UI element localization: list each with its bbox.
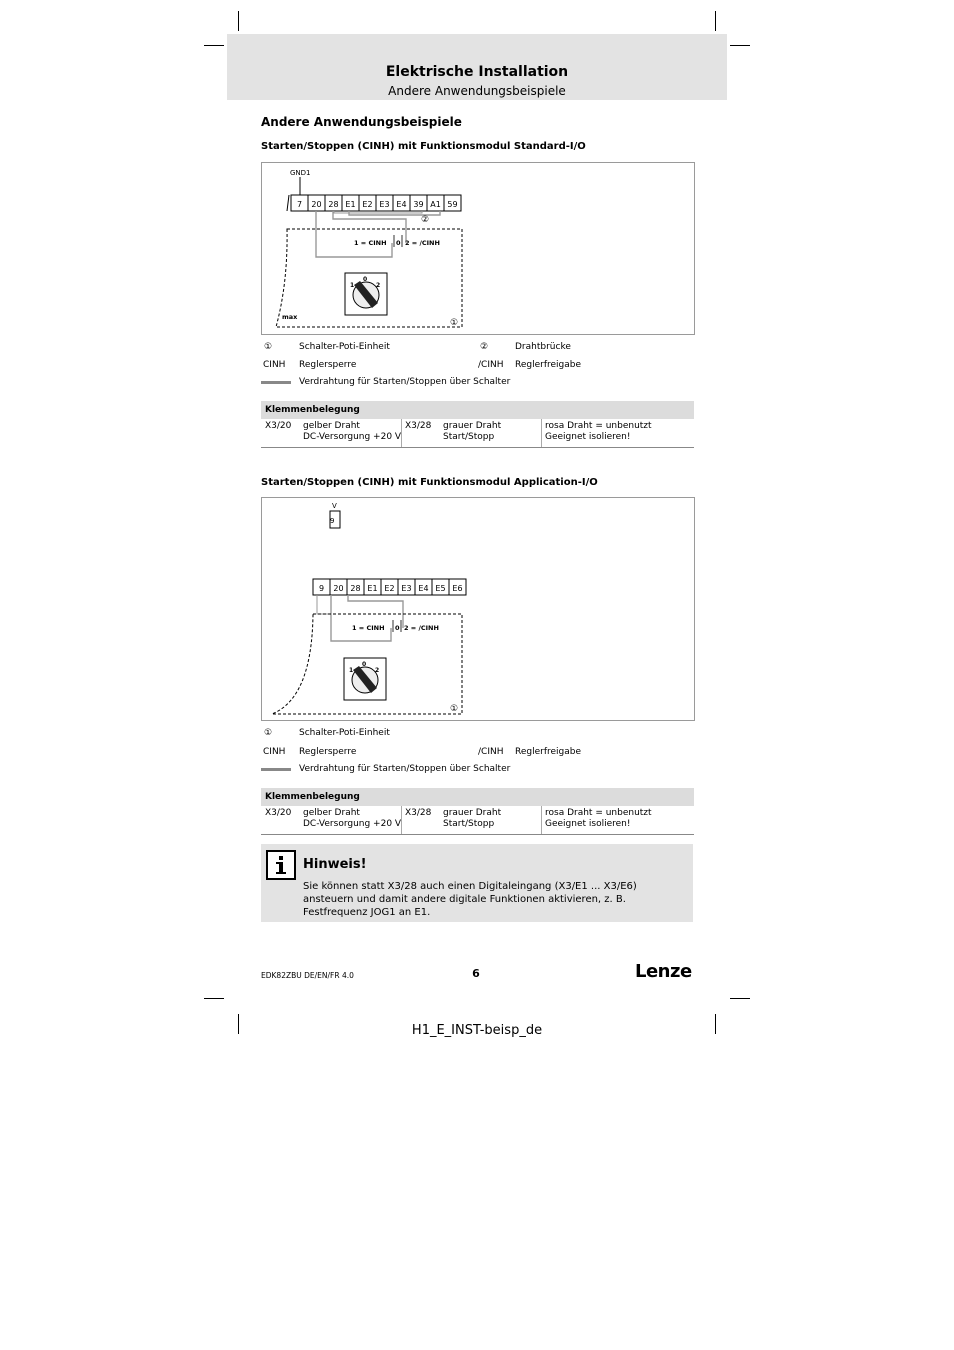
terminal-label: 59 xyxy=(447,200,458,209)
switch-pos2: 2 = /CINH xyxy=(404,624,439,632)
knob-label-0: 0 xyxy=(362,661,367,668)
marker-1: ① xyxy=(450,318,459,328)
table-cell xyxy=(303,421,401,443)
legend-value: Reglerfreigabe xyxy=(515,360,582,370)
table-cell xyxy=(443,808,501,830)
table-cell-line: gelber Draht xyxy=(303,421,360,431)
table-cell-line: Start/Stopp xyxy=(443,819,495,829)
terminal-label: E6 xyxy=(452,584,463,593)
table-cell: X3/28 xyxy=(405,421,432,431)
terminal-label: E4 xyxy=(418,584,429,593)
knob-label-1: 1 xyxy=(350,282,355,289)
terminal-table xyxy=(261,401,694,448)
crop-mark xyxy=(730,45,750,46)
figure1-title: Starten/Stoppen (CINH) mit Funktionsmodul Standard-I/O xyxy=(261,141,586,152)
terminal-strip xyxy=(313,579,466,595)
legend-key: ② xyxy=(480,342,489,352)
switch-pos2: 2 = /CINH xyxy=(405,239,440,247)
figure2-diagram xyxy=(261,497,695,721)
figure1-svg xyxy=(262,163,694,334)
v-terminal-label: 9 xyxy=(330,517,335,525)
crop-mark xyxy=(715,11,716,31)
terminal-label: 20 xyxy=(311,200,322,209)
terminal-label: E2 xyxy=(362,200,373,209)
table-cell xyxy=(443,421,501,443)
terminal-label: 28 xyxy=(350,584,361,593)
table-cell-line: grauer Draht xyxy=(443,808,502,818)
table-row xyxy=(261,419,694,448)
legend-key: ① xyxy=(264,728,273,738)
page-title: Elektrische Installation xyxy=(385,64,569,80)
doc-code: EDK82ZBU DE/EN/FR 4.0 xyxy=(261,971,354,980)
knob-label-1: 1 xyxy=(349,667,354,674)
terminal-strip xyxy=(291,195,461,211)
note-title: Hinweis! xyxy=(303,857,367,872)
terminal-label: E1 xyxy=(345,200,356,209)
page-subtitle: Andere Anwendungsbeispiele xyxy=(388,84,566,98)
wiring-line-sample xyxy=(261,768,291,771)
table-cell xyxy=(545,421,652,443)
file-slug: H1_E_INST-beisp_de xyxy=(411,1023,543,1038)
switch-pos1: 1 = CINH xyxy=(354,239,387,247)
table-cell xyxy=(545,808,652,830)
table-cell-line: Start/Stopp xyxy=(443,432,495,442)
table-cell: X3/28 xyxy=(405,808,432,818)
crop-mark xyxy=(204,45,224,46)
knob-label-2: 2 xyxy=(376,282,381,289)
legend-value: Schalter-Poti-Einheit xyxy=(299,728,390,738)
crop-mark xyxy=(204,998,224,999)
table-header: Klemmenbelegung xyxy=(261,401,694,419)
note-text: Sie können statt X3/28 auch einen Digitaleingang (X3/E1 ... X3/E6) ansteuern und damit andere digitale Funktionen aktivieren, z. B. Festfrequenz JOG1 an E1. xyxy=(303,881,637,918)
terminal-table xyxy=(261,788,694,835)
switch-pos1: 1 = CINH xyxy=(352,624,385,632)
terminal-label: E5 xyxy=(435,584,446,593)
legend-key: /CINH xyxy=(478,747,504,757)
table-cell-line: gelber Draht xyxy=(303,808,360,818)
table-cell-line: DC-Versorgung +20 V xyxy=(303,432,402,442)
crop-mark xyxy=(238,11,239,31)
terminal-label: 39 xyxy=(413,200,424,209)
figure2-svg xyxy=(262,498,694,720)
switch-pos0: 0 xyxy=(395,624,400,632)
gnd-label: GND1 xyxy=(290,169,311,177)
knob-label-2: 2 xyxy=(375,667,380,674)
legend-key: /CINH xyxy=(478,360,504,370)
table-cell: X3/20 xyxy=(265,808,292,818)
legend-wiring: Verdrahtung für Starten/Stoppen über Schalter xyxy=(299,764,511,774)
terminal-label: 28 xyxy=(328,200,339,209)
knob-label-0: 0 xyxy=(363,276,368,283)
legend-value: Reglersperre xyxy=(299,360,357,370)
table-cell-line: DC-Versorgung +20 V xyxy=(303,819,402,829)
table-cell: X3/20 xyxy=(265,421,292,431)
legend-wiring: Verdrahtung für Starten/Stoppen über Schalter xyxy=(299,377,511,387)
table-cell-line: grauer Draht xyxy=(443,421,502,431)
wiring-line-sample xyxy=(261,381,291,384)
crop-mark xyxy=(730,998,750,999)
table-cell-line: rosa Draht = unbenutzt xyxy=(545,421,652,431)
terminal-label: E1 xyxy=(367,584,378,593)
table-cell xyxy=(303,808,401,830)
legend-key: ① xyxy=(264,342,273,352)
table-header: Klemmenbelegung xyxy=(261,788,694,806)
terminal-label: A1 xyxy=(430,200,441,209)
terminal-label: 9 xyxy=(318,584,325,593)
marker-2: ② xyxy=(421,215,430,225)
legend-value: Drahtbrücke xyxy=(515,342,571,352)
figure1-diagram xyxy=(261,162,695,335)
info-icon xyxy=(266,850,296,880)
v-label: V xyxy=(332,502,337,510)
figure2-title: Starten/Stoppen (CINH) mit Funktionsmodul Application-I/O xyxy=(261,477,598,488)
legend-value: Reglersperre xyxy=(299,747,357,757)
legend-key: CINH xyxy=(263,360,286,370)
legend-key: CINH xyxy=(263,747,286,757)
terminal-label: E3 xyxy=(401,584,412,593)
terminal-label: E3 xyxy=(379,200,390,209)
table-cell-line: Geeignet isolieren! xyxy=(545,819,631,829)
table-cell-line: rosa Draht = unbenutzt xyxy=(545,808,652,818)
section-title: Andere Anwendungsbeispiele xyxy=(261,115,462,129)
terminal-label: 7 xyxy=(296,200,303,209)
terminal-label: E4 xyxy=(396,200,407,209)
lenze-logo: Lenze xyxy=(635,961,692,982)
max-label: max xyxy=(282,313,298,321)
table-cell-line: Geeignet isolieren! xyxy=(545,432,631,442)
page-number: 6 xyxy=(472,967,480,980)
marker-1: ① xyxy=(450,704,459,714)
legend-value: Reglerfreigabe xyxy=(515,747,582,757)
terminal-label: 20 xyxy=(333,584,344,593)
switch-pos0: 0 xyxy=(396,239,401,247)
table-row xyxy=(261,806,694,835)
terminal-label: E2 xyxy=(384,584,395,593)
legend-value: Schalter-Poti-Einheit xyxy=(299,342,390,352)
